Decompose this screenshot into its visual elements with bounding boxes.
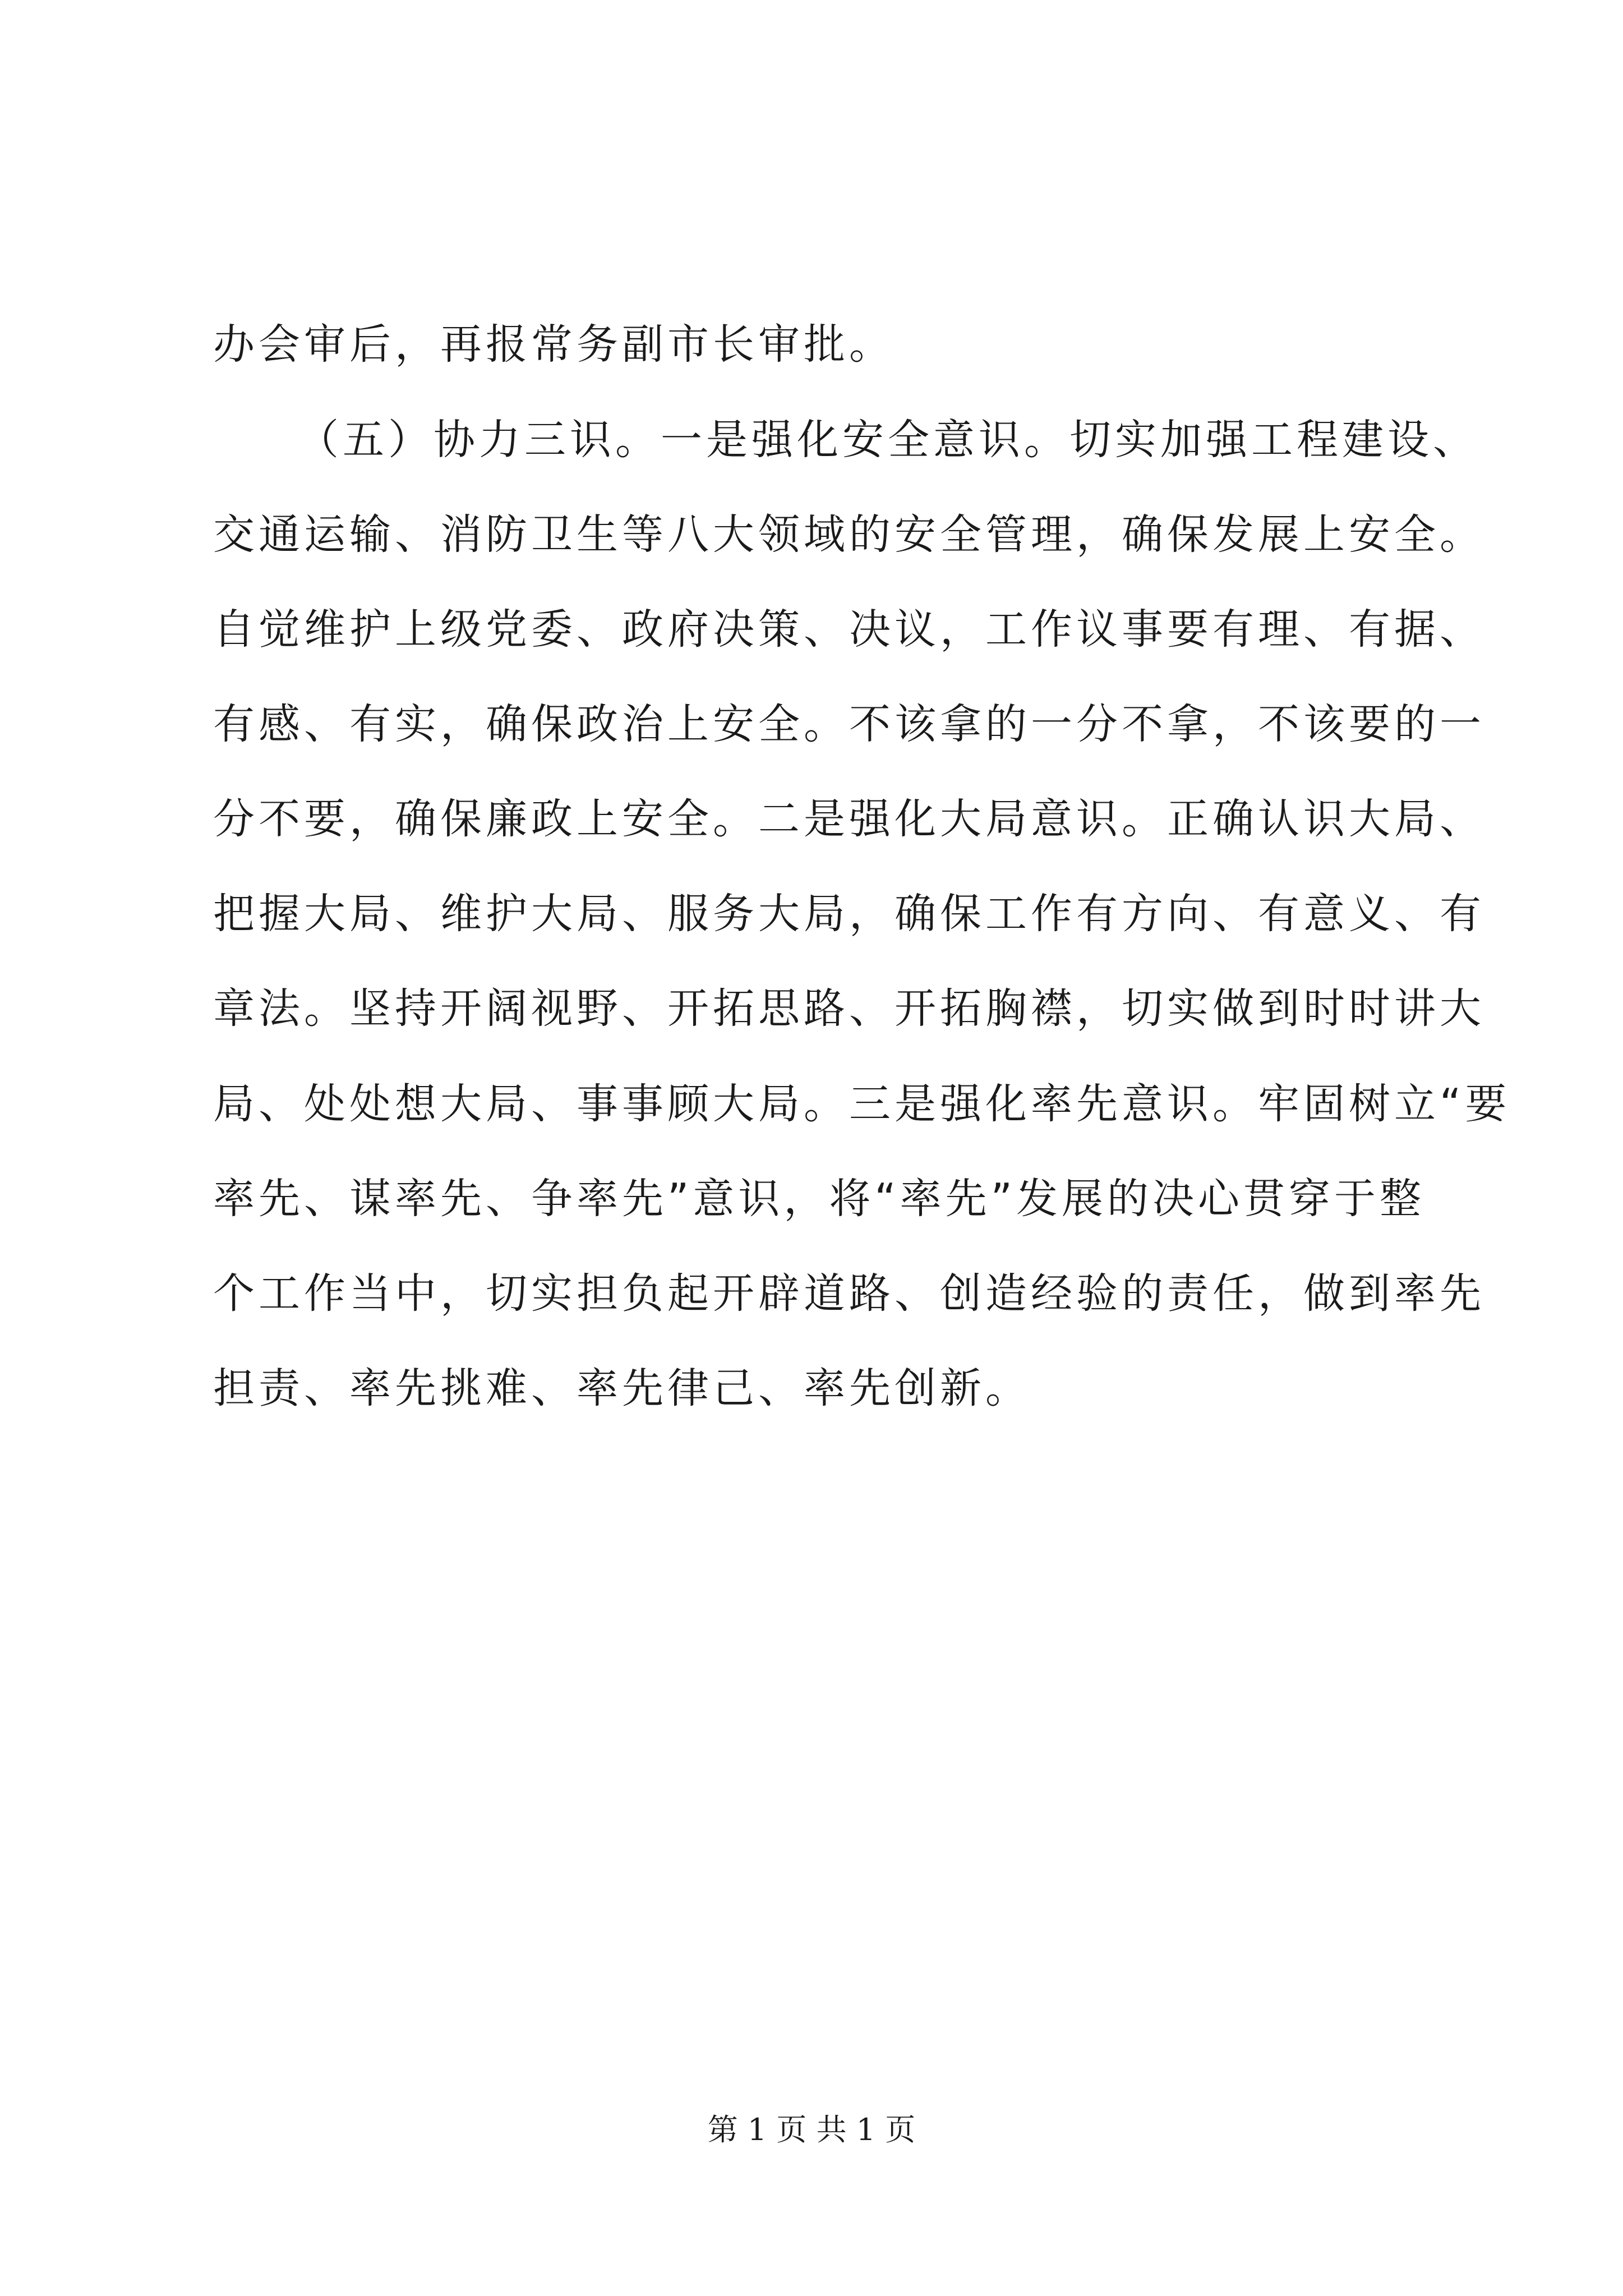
paragraph-line: 局、处处想大局、事事顾大局。三是强化率先意识。牢固树立“要	[213, 1080, 1511, 1128]
text-line: 办会审后，再报常务副市长审批。	[213, 320, 895, 369]
paragraph-line: 率先、谋率先、争率先”意识，将“率先”发展的决心贯穿于整	[213, 1175, 1426, 1223]
paragraph-line: 交通运输、消防卫生等八大领域的安全管理，确保发展上安全。	[213, 510, 1485, 559]
paragraph-line: 章法。坚持开阔视野、开拓思路、开拓胸襟，切实做到时时讲大	[213, 984, 1485, 1033]
page-number-footer: 第 1 页 共 1 页	[707, 2112, 916, 2147]
paragraph-line: 自觉维护上级党委、政府决策、决议，工作议事要有理、有据、	[213, 605, 1485, 654]
paragraph-line: （五）协力三识。一是强化安全意识。切实加强工程建设、	[297, 416, 1478, 464]
paragraph-line: 有感、有实，确保政治上安全。不该拿的一分不拿，不该要的一	[213, 700, 1485, 748]
paragraph-line: 个工作当中，切实担负起开辟道路、创造经验的责任，做到率先	[213, 1269, 1485, 1318]
paragraph-line: 把握大局、维护大局、服务大局，确保工作有方向、有意义、有	[213, 890, 1485, 938]
paragraph-line: 分不要，确保廉政上安全。二是强化大局意识。正确认识大局、	[213, 795, 1485, 843]
paragraph-line: 担责、率先挑难、率先律己、率先创新。	[213, 1364, 1031, 1412]
